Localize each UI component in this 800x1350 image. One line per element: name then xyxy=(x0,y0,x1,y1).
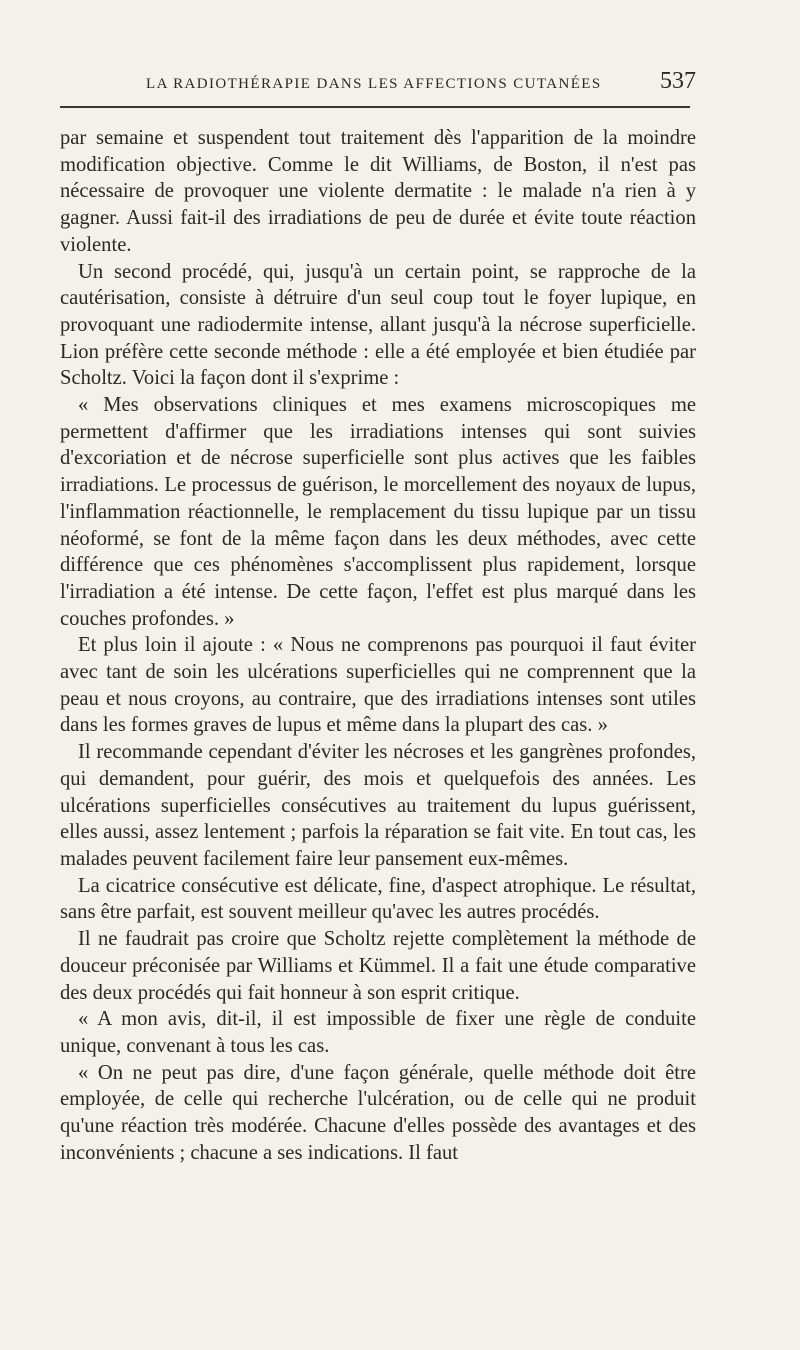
paragraph: par semaine et suspendent tout traitement dès l'apparition de la moindre modification objective. Comme le dit Williams, de Boston, il n'est pas nécessaire de provoquer une violente dermatite : le malade n'a rien à y gagner. Aussi fait-il des irradiations de peu de durée et évite toute réaction violente. xyxy=(60,127,696,256)
paragraph: La cicatrice consécutive est délicate, fine, d'aspect atrophique. Le résultat, sans être parfait, est souvent meilleur qu'avec les autres procédés. xyxy=(60,874,696,924)
page-number: 537 xyxy=(660,68,696,94)
body-text xyxy=(60,125,696,1166)
paragraph: Un second procédé, qui, jusqu'à un certain point, se rapproche de la cautérisation, consiste à détruire d'un seul coup tout le foyer lupique, en provoquant une radiodermite intense, allant jusqu'à la nécrose superficielle. Lion préfère cette seconde méthode : elle a été employée et bien étudiée par Scholtz. Voici la façon dont il s'exprime : xyxy=(60,260,696,390)
paragraph: « Mes observations cliniques et mes examens microscopiques me permettent d'affirmer que les irradiations intenses qui sont suivies d'excoriation et de nécrose superficielle sont plus actives que les faibles irradiations. Le processus de guérison, le morcellement des noyaux de lupus, l'inflammation réactionnelle, le remplacement du tissu lupique par un tissu néoformé, se font de la même façon dans les deux méthodes, avec cette différence que ces phénomènes s'accomplissent plus rapidement, lorsque l'irradiation a été intense. De cette façon, l'effet est plus marqué dans les couches profondes. » xyxy=(60,394,696,630)
header-rule xyxy=(60,106,690,108)
paragraph: « On ne peut pas dire, d'une façon générale, quelle méthode doit être employée, de celle qui recherche l'ulcération, ou de celle qui ne produit qu'une réaction très modérée. Chacune d'elles possède des avantages et des inconvénients ; chacune a ses indications. Il faut xyxy=(60,1061,696,1164)
running-title: LA RADIOTHÉRAPIE DANS LES AFFECTIONS CUTANÉES xyxy=(146,76,602,92)
paragraph: Et plus loin il ajoute : « Nous ne comprenons pas pourquoi il faut éviter avec tant de soin les ulcérations superficielles qui ne comprennent que la peau et nous croyons, au contraire, que des irradiations intenses sont utiles dans les formes graves de lupus et même dans la plupart des cas. » xyxy=(60,634,696,737)
paragraph: Il recommande cependant d'éviter les nécroses et les gangrènes profondes, qui demandent, pour guérir, des mois et quelquefois des années. Les ulcérations superficielles consécutives au traitement du lupus guérissent, elles aussi, assez lentement ; parfois la réparation se fait vite. En tout cas, les malades peuvent facilement faire leur pansement eux-mêmes. xyxy=(60,741,696,870)
running-header xyxy=(60,66,696,100)
paragraph: « A mon avis, dit-il, il est impossible de fixer une règle de conduite unique, convenant à tous les cas. xyxy=(60,1008,696,1057)
paragraph: Il ne faudrait pas croire que Scholtz rejette complètement la méthode de douceur préconisée par Williams et Kümmel. Il a fait une étude comparative des deux procédés qui fait honneur à son esprit critique. xyxy=(60,928,696,1004)
